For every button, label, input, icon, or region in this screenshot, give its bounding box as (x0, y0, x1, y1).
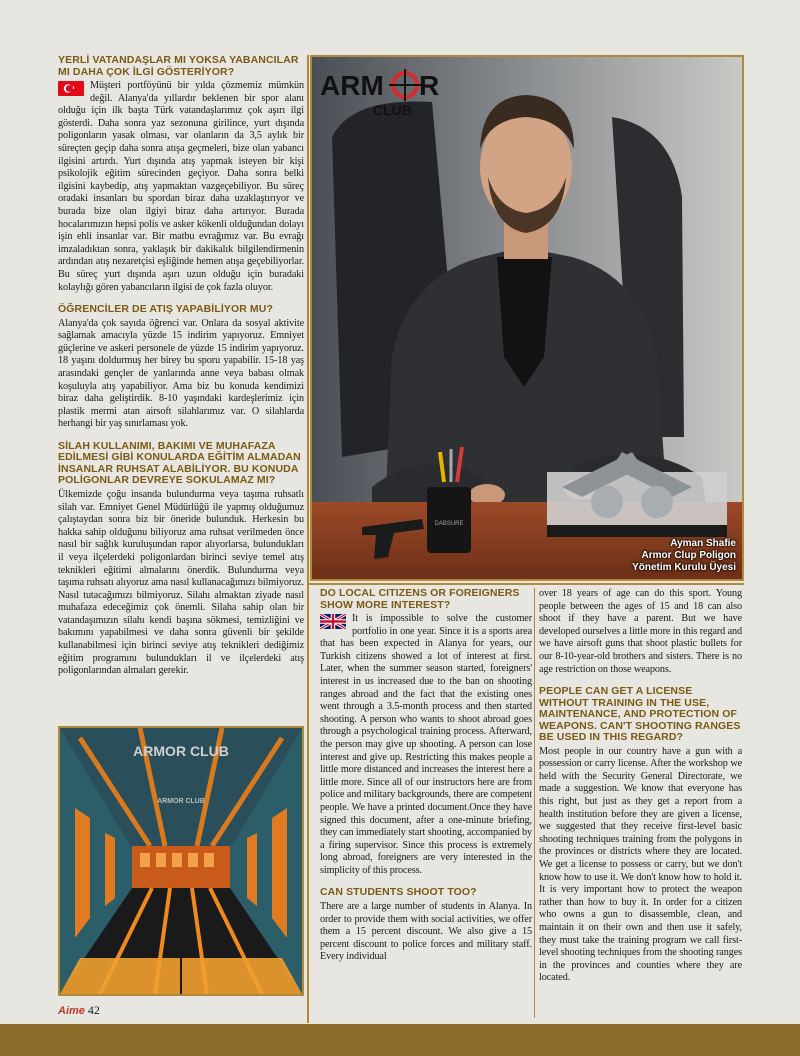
shooting-range-photo (58, 726, 304, 996)
column-divider (307, 55, 309, 1023)
logo-text-arm: ARM (320, 70, 384, 101)
section-heading-students-tr: ÖĞRENCİLER DE ATIŞ YAPABİLİYOR MU? (58, 303, 273, 316)
caption-name: Ayman Shafie (670, 538, 736, 549)
caption-line-3: Yönetim Kurulu Üyesi (632, 562, 736, 573)
bottom-band (0, 1024, 800, 1056)
right-column (539, 588, 742, 995)
magazine-brand: Aime (58, 1005, 85, 1017)
armor-club-logo (318, 65, 448, 117)
caption-line-2: Armor Clup Poligon (641, 550, 736, 561)
page-number: 42 (87, 1003, 100, 1017)
mug-label: DABSURE (434, 521, 464, 527)
section-heading-license-en: PEOPLE CAN GET A LICENSE WITHOUT TRAINING IN THE USE, MAINTENANCE, AND PROTECTION OF WEAPONS. CAN'T SHOOTING RANGES BE USED IN THIS REGARD? (539, 685, 741, 744)
range-illustration (60, 728, 302, 994)
section-heading-students-en: CAN STUDENTS SHOOT TOO? (320, 886, 477, 899)
range-sign-text: ARMOR CLUB (133, 743, 229, 759)
logo-text-club: CLUB (373, 102, 412, 117)
turkey-flag-icon (58, 81, 84, 96)
left-column (58, 55, 304, 688)
section-heading-citizens-tr: YERLİ VATANDAŞLAR MI YOKSA YABANCILAR MI DAHA ÇOK İLGİ GÖSTERİYOR? (58, 54, 299, 78)
section-body-students-en: There are a large number of students in Alanya. In order to provide them with social activities, we offer them a 15 percent discount. We also give a 15 percent discount to police forces and military staff. Every individual (320, 900, 532, 963)
photo-bottom-rule (309, 583, 744, 585)
section-body-students-en-cont: over 18 years of age can do this sport. Young people between the ages of 15 and 18 can also shoot if they have a parent. But we have developed ourselves a little more in this regard and we have airsoft guns that shoot plastic bullets for our 8-10-year-old brothers and sisters. There is no age restriction on those weapons. (539, 588, 743, 675)
section-body-license-tr: Ülkemizde çoğu insanda bulundurma veya taşıma ruhsatlı silah var. Emniyet Genel Müdürlüğü ile yapmış olduğumuz çalıştaydan sonra biz bir öneride bulunduk. Herkesin bu hakka sahip olduğunu biliyoruz ama ruhsat verilmeden önce nasıl bir sağlık kuruluşundan rapor alıyorlarsa, bulundukları il veya ilçelerdeki poligonlardan birinci seviye temel atış teknikleri eğitimi almalarını önerdik. Bulundurma veya taşıma ruhsatı alıyoruz ama nasıl kullanacağımızı bilmiyoruz. Nasıl tutacağımızı bilmiyoruz. Silahı almaktan ziyade nasıl muhafaza edeceğimiz çok önemli. Silaha sahip olan bir vatandaşımızın silahı kendi başına sökmesi, temizliğini ve bakımını yapabilmesi ve daha sonra güvenli bir şekilde kullanabilmesi için birinci seviye atış teknikleri dediğimiz eğitim programını bulundukları il ve ilçelerdeki atış poligonlarından almaları gerekir. (58, 488, 304, 677)
section-body-citizens-tr: Müşteri portföyünü bir yılda çözmemiz mümkün değil. Alanya'da yıllardır beklenen bir spor alanı olduğu için ilk başta Türk vatandaşlarımız çok aşırı ilgi gösterdi. Daha sonra yaz sezonuna girilince, yurt dışında poligonların yasak olması, var olanların da 3,5 aylık bir süreçten geçip daha sonra atışa geçmeleri, bize olan yabancı ilgisini artırdı. Yurt dışında atış yapmak isteyen bir kişi psikolojik eğitim sürecinden geçiyor. Daha sonra belki ilgisini kaybedip, atış yapmaktan vazgeçebiliyor. Bu süreç oradaki insanları bu spordan biraz daha uzaklaştırıyor ve burada bize olan ilgiyi biraz daha artırıyor. Burada hocalarımızın hepsi polis ve asker kökenli olduğundan dolayı işin ehli insanlar var. Bir matbu evrağımız var. Bu evrağı imzaladıktan sonra, yaklaşık bir dakikalık bilgilendirmenin ardından atış nezaretçisi eşliğinde hemen atışa geçebiliyorlar. Bu süreç yurt dışında aşırı uzun olduğu için buradaki kolaylığı gören yabancıların ilgisi de çok fazla oluyor. (58, 80, 304, 293)
range-sign-text-small: ARMOR CLUB (157, 798, 205, 805)
portrait-photo (310, 55, 744, 581)
photo-caption (632, 538, 736, 574)
middle-column (320, 588, 532, 974)
section-body-students-tr: Alanya'da çok sayıda öğrenci var. Onlara da sosyal aktivite sağlamak amacıyla yüzde 15 indirim yapıyoruz. Emniyet güçlerine ve askeri personele de yüzde 15 indirim yapıyoruz. 18 yaşını doldurmuş her birey bu sporu yapabilir. 15-18 yaş arasındaki gençler de yanlarında anne veya babası olmak koşuluyla atış yapabiliyor. Ama biz bu konuda kendimizi biraz daha geliştirdik. 8-10 yaşındaki kardeşlerimiz için plastik mermi atan airsoft silahlarımız var. O silahlarda herhangi bir yaş sınırlaması yok. (58, 317, 304, 430)
section-body-citizens-en: It is impossible to solve the customer portfolio in one year. Since it is a sports area that has been expected in Alanya for years, our Turkish citizens showed a lot of interest at first. Later, when the summer season started, foreigners' interest in us increased due to the ban on shooting ranges abroad and the fact that the existing ones went through a 3.5-month process and then started shooting. A person who wants to shoot abroad goes through a psychological training process. Afterward, the person may give up shooting. A person can lose interest and give up. Restricting this makes people a little more distanced and increases the interest here a little more. Since all of our instructors here are from police and military backgrounds, there are competent people. We have a printed document.Once they have signed this document, after a one-minute briefing, they can immediately start shooting, accompanied by a firing supervisor. Since this process is extremely long abroad, foreigners are very interested in the simplicity of this process. (320, 613, 532, 876)
portrait-illustration (312, 57, 742, 579)
section-body-license-en: Most people in our country have a gun with a possession or carry license. After the workshop we held with the Security General Directorate, we made a suggestion. We know that everyone has this right, but just as they get a report from a health institution before they are given a license, we suggested that they receive first-level basic shooting techniques training from the polygons in the provinces or districts where they are located. We get a license to possess or carry, but we don't know how to use it. We don't know how to hold it. It is very important how to protect the weapon rather than how to buy it. In order for a citizen who owns a gun to disassemble, clean, and maintain it on their own and then use it safely, they must take the training program we call first-level shooting techniques from the shooting ranges in the provinces and counties where they are located. (539, 745, 742, 984)
section-heading-license-tr: SİLAH KULLANIMI, BAKIMI VE MUHAFAZA EDİLMESİ GİBİ KONULARDA EĞİTİM ALMADAN İNSANLAR RUHSAT ALABİLİYOR. BU KONUDA POLİGONLAR DEVREYE SOKULAMAZ MI? (58, 439, 301, 487)
column-divider-right (534, 588, 535, 1018)
uk-flag-icon (320, 614, 346, 629)
page-folio (58, 1003, 100, 1021)
section-heading-citizens-en: DO LOCAL CITIZENS OR FOREIGNERS SHOW MORE INTEREST? (320, 587, 520, 611)
logo-text-r: R (419, 70, 440, 101)
